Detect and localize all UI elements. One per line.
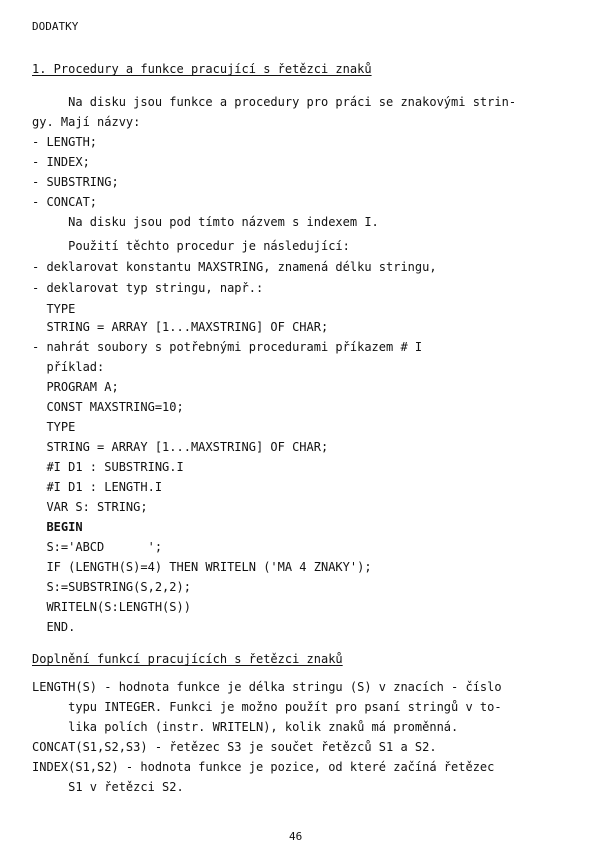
text-line: lika polích (instr. WRITELN), kolik znaků má proměnná. [32,720,459,734]
text-line: příklad: [32,360,105,374]
page-number: 46 [289,830,303,843]
text-line: Na disku jsou pod tímto názvem s indexem I. [32,215,379,229]
code-line: TYPE [32,420,76,434]
code-line: S:=SUBSTRING(S,2,2); [32,580,191,594]
section-2-title: Doplnění funkcí pracujících s řetězci znaků [32,652,343,666]
text-line: CONCAT(S1,S2,S3) - řetězec S3 je součet řetězců S1 a S2. [32,740,437,754]
code-line: IF (LENGTH(S)=4) THEN WRITELN ('MA 4 ZNAKY'); [32,560,372,574]
code-line: STRING = ARRAY [1...MAXSTRING] OF CHAR; [32,320,329,334]
code-line: S:='ABCD '; [32,540,163,554]
list-item: - deklarovat konstantu MAXSTRING, znamená délku stringu, [32,260,437,274]
text-line: typu INTEGER. Funkci je možno použít pro psaní stringů v to- [32,700,502,714]
code-line: WRITELN(S:LENGTH(S)) [32,600,191,614]
text-line: Na disku jsou funkce a procedury pro práci se znakovými strin- [32,95,517,109]
text-line: gy. Mají názvy: [32,115,141,129]
text-line: LENGTH(S) - hodnota funkce je délka stringu (S) v znacích - číslo [32,680,502,694]
code-line: TYPE [32,302,76,316]
text-line: S1 v řetězci S2. [32,780,184,794]
code-line: BEGIN [32,520,83,534]
list-item: - INDEX; [32,155,90,169]
code-line: PROGRAM A; [32,380,119,394]
code-line: STRING = ARRAY [1...MAXSTRING] OF CHAR; [32,440,329,454]
list-item: - CONCAT; [32,195,98,209]
section-1-title: 1. Procedury a funkce pracující s řetězci znaků [32,62,372,76]
text-line: INDEX(S1,S2) - hodnota funkce je pozice, od které začíná řetězec [32,760,495,774]
code-line: CONST MAXSTRING=10; [32,400,184,414]
list-item: - deklarovat typ stringu, např.: [32,281,264,295]
list-item: - SUBSTRING; [32,175,119,189]
list-item: - nahrát soubory s potřebnými procedurami příkazem # I [32,340,423,354]
page-header: DODATKY [32,20,79,33]
list-item: - LENGTH; [32,135,98,149]
code-line: #I D1 : LENGTH.I [32,480,163,494]
code-line: VAR S: STRING; [32,500,148,514]
text-line: Použití těchto procedur je následující: [32,239,350,253]
code-line: END. [32,620,76,634]
code-line: #I D1 : SUBSTRING.I [32,460,184,474]
